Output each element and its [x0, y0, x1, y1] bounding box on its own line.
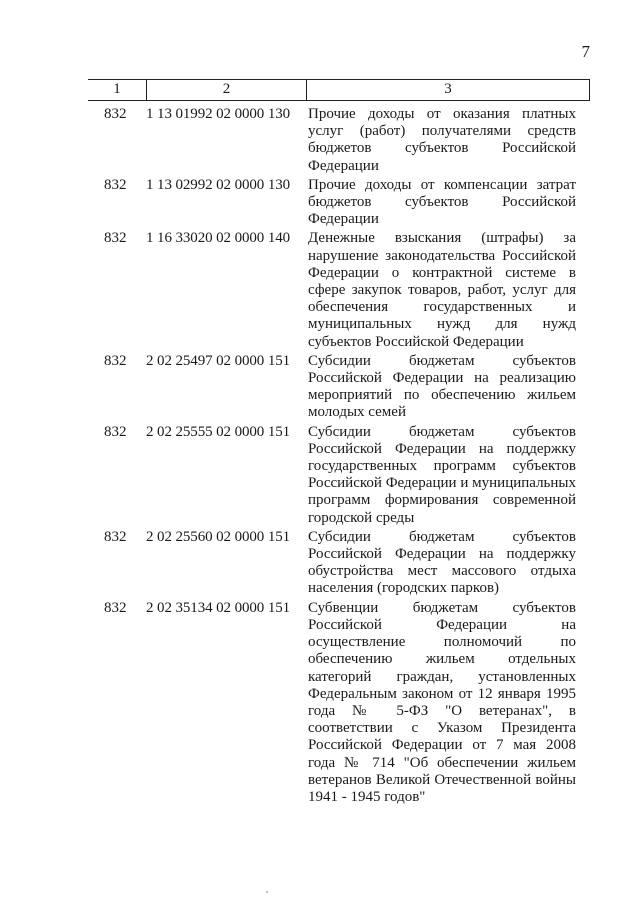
table-row [88, 600, 590, 806]
budget-code: 1 16 33020 02 0000 140 [146, 230, 291, 247]
budget-code: 2 02 25560 02 0000 151 [146, 528, 291, 545]
income-name: Денежные взыскания (штрафы) за нарушение законодательства Российской Федерации о контрактной системе в сфере закупок товаров, работ, услуг для обеспечения государственных и муниципальных нужд для нужд субъектов Российской Федерации [308, 230, 576, 350]
table-row [88, 424, 590, 527]
table-row [88, 529, 590, 598]
admin-code: 832 [104, 230, 127, 247]
budget-code: 2 02 25497 02 0000 151 [146, 352, 291, 369]
header-col-3: 3 [307, 80, 590, 100]
budget-code: 2 02 35134 02 0000 151 [146, 599, 291, 616]
income-name: Субсидии бюджетам субъектов Российской Федерации на поддержку государственных программ субъектов Российской Федерации и муниципальных программ формирования современной городской среды [308, 423, 576, 526]
table-body [88, 106, 590, 808]
income-name: Прочие доходы от оказания платных услуг (работ) получателями средств бюджетов субъектов Российской Федерации [308, 106, 576, 174]
scan-speck [266, 891, 268, 893]
budget-code: 2 02 25555 02 0000 151 [146, 423, 291, 440]
income-name: Прочие доходы от компенсации затрат бюджетов субъектов Российской Федерации [308, 176, 576, 228]
admin-code: 832 [104, 599, 127, 616]
admin-code: 832 [104, 106, 127, 122]
income-name: Субсидии бюджетам субъектов Российской Федерации на поддержку обустройства мест массового отдыха населения (городских парков) [308, 528, 576, 597]
admin-code: 832 [104, 528, 127, 545]
table-row [88, 106, 590, 175]
admin-code: 832 [104, 176, 127, 193]
budget-code: 1 13 01992 02 0000 130 [146, 106, 291, 122]
income-name: Субсидии бюджетам субъектов Российской Федерации на реализацию мероприятий по обеспечению жильем молодых семей [308, 352, 576, 421]
page-number: 7 [581, 42, 590, 61]
table-row [88, 177, 590, 229]
budget-code: 1 13 02992 02 0000 130 [146, 176, 291, 193]
income-name: Субвенции бюджетам субъектов Российской Федерации на осуществление полномочий по обеспечению жильем отдельных категорий граждан, установленных Федеральным законом от 12 января 1995 года № 5-ФЗ "О ветеранах", в соответствии с Указом Президента Российской Федерации от 7 мая 2008 года № 714 "Об обеспечении жильем ветеранов Великой Отечественной войны 1941 - 1945 годов" [308, 599, 576, 805]
table-row [88, 230, 590, 350]
header-col-2: 2 [147, 80, 307, 100]
admin-code: 832 [104, 352, 127, 369]
table-header [88, 79, 590, 101]
admin-code: 832 [104, 423, 127, 440]
header-col-1: 1 [88, 80, 147, 100]
table-row [88, 353, 590, 422]
